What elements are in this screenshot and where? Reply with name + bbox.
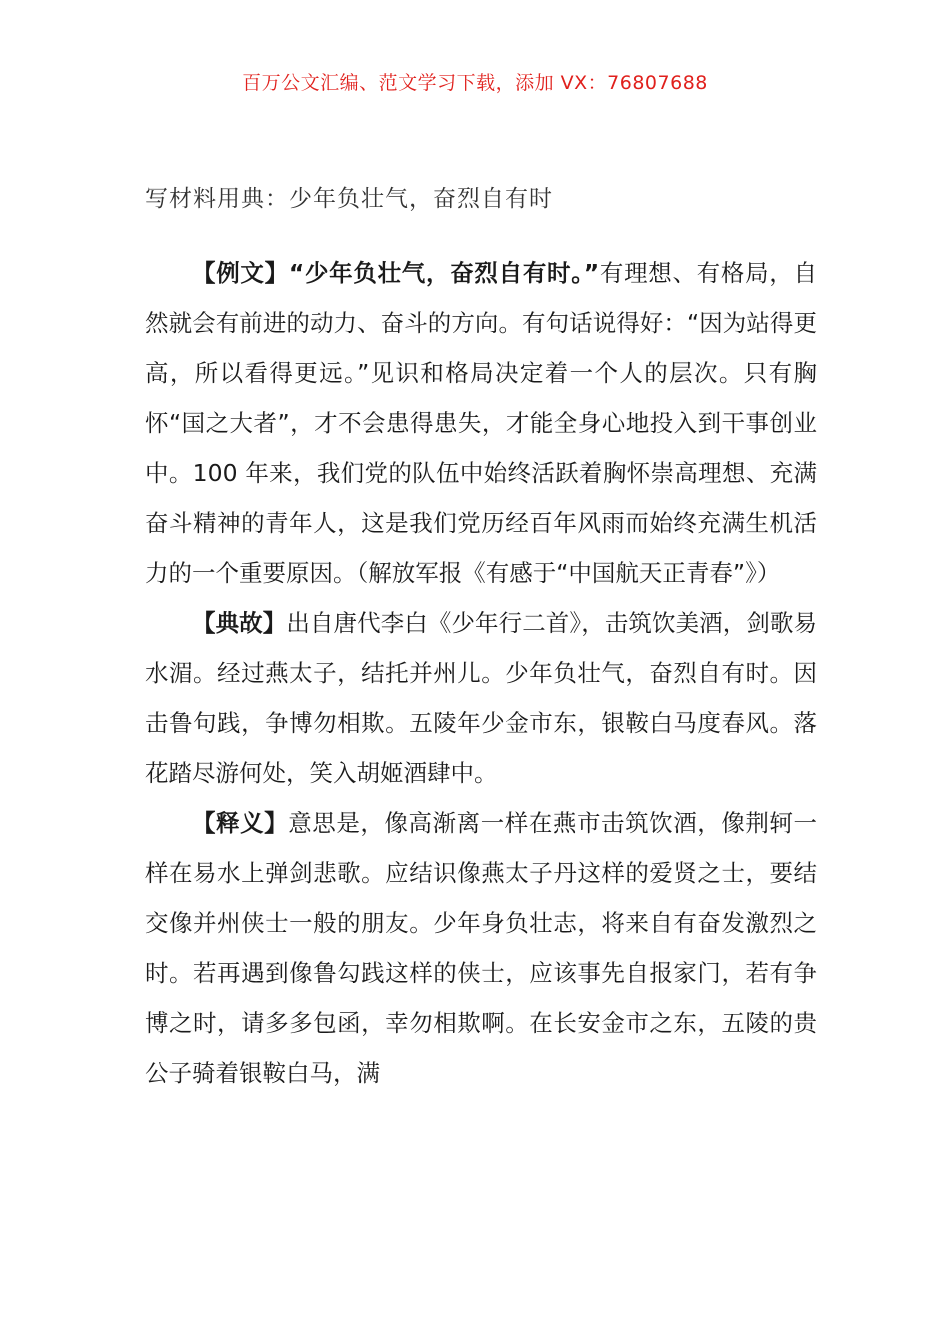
- meaning-text: 意思是，像高渐离一样在燕市击筑饮酒，像荆轲一样在易水上弹剑悲歌。应结识像燕太子丹这样的爱贤之士，要结交像并州侠士一般的朋友。少年身负壮志，将来自有奋发激烈之时。若再遇到像鲁勾践这样的侠士，应该事先自报家门，若有争博之时，请多多包函，幸勿相欺啊。在长安金市之东，五陵的贵公子骑着银鞍白马，满: [145, 809, 818, 1087]
- origin-text: 出自唐代李白《少年行二首》，击筑饮美酒，剑歌易水湄。经过燕太子，结托并州儿。少年负壮气，奋烈自有时。因击鲁句践，争博勿相欺。五陵年少金市东，银鞍白马度春风。落花踏尽游何处，笑入胡姬酒肆中。: [145, 609, 818, 787]
- example-tag: 【例文】: [192, 259, 289, 287]
- example-quote: “少年负壮气，奋烈自有时。”: [288, 259, 600, 287]
- paragraph-meaning: [145, 798, 817, 1098]
- example-text: 有理想、有格局，自然就会有前进的动力、奋斗的方向。有句话说得好：“因为站得更高，所以看得更远。”见识和格局决定着一个人的层次。只有胸怀“国之大者”，才不会患得患失，才能全身心地投入到干事创业中。100 年来，我们党的队伍中始终活跃着胸怀崇高理想、充满奋斗精神的青年人，这是我们党历经百年风雨而始终充满生机活力的一个重要原因。（解放军报《有感于“中国航天正青春”》）: [145, 259, 818, 587]
- watermark-header: 百万公文汇编、范文学习下载，添加 VX：76807688: [242, 72, 708, 94]
- document-body: [145, 248, 817, 1098]
- paragraph-origin: [145, 598, 817, 798]
- meaning-tag: 【释义】: [192, 809, 289, 837]
- document-title: 写材料用典：少年负壮气，奋烈自有时: [145, 186, 553, 212]
- origin-tag: 【典故】: [192, 609, 287, 637]
- paragraph-example: [145, 248, 817, 598]
